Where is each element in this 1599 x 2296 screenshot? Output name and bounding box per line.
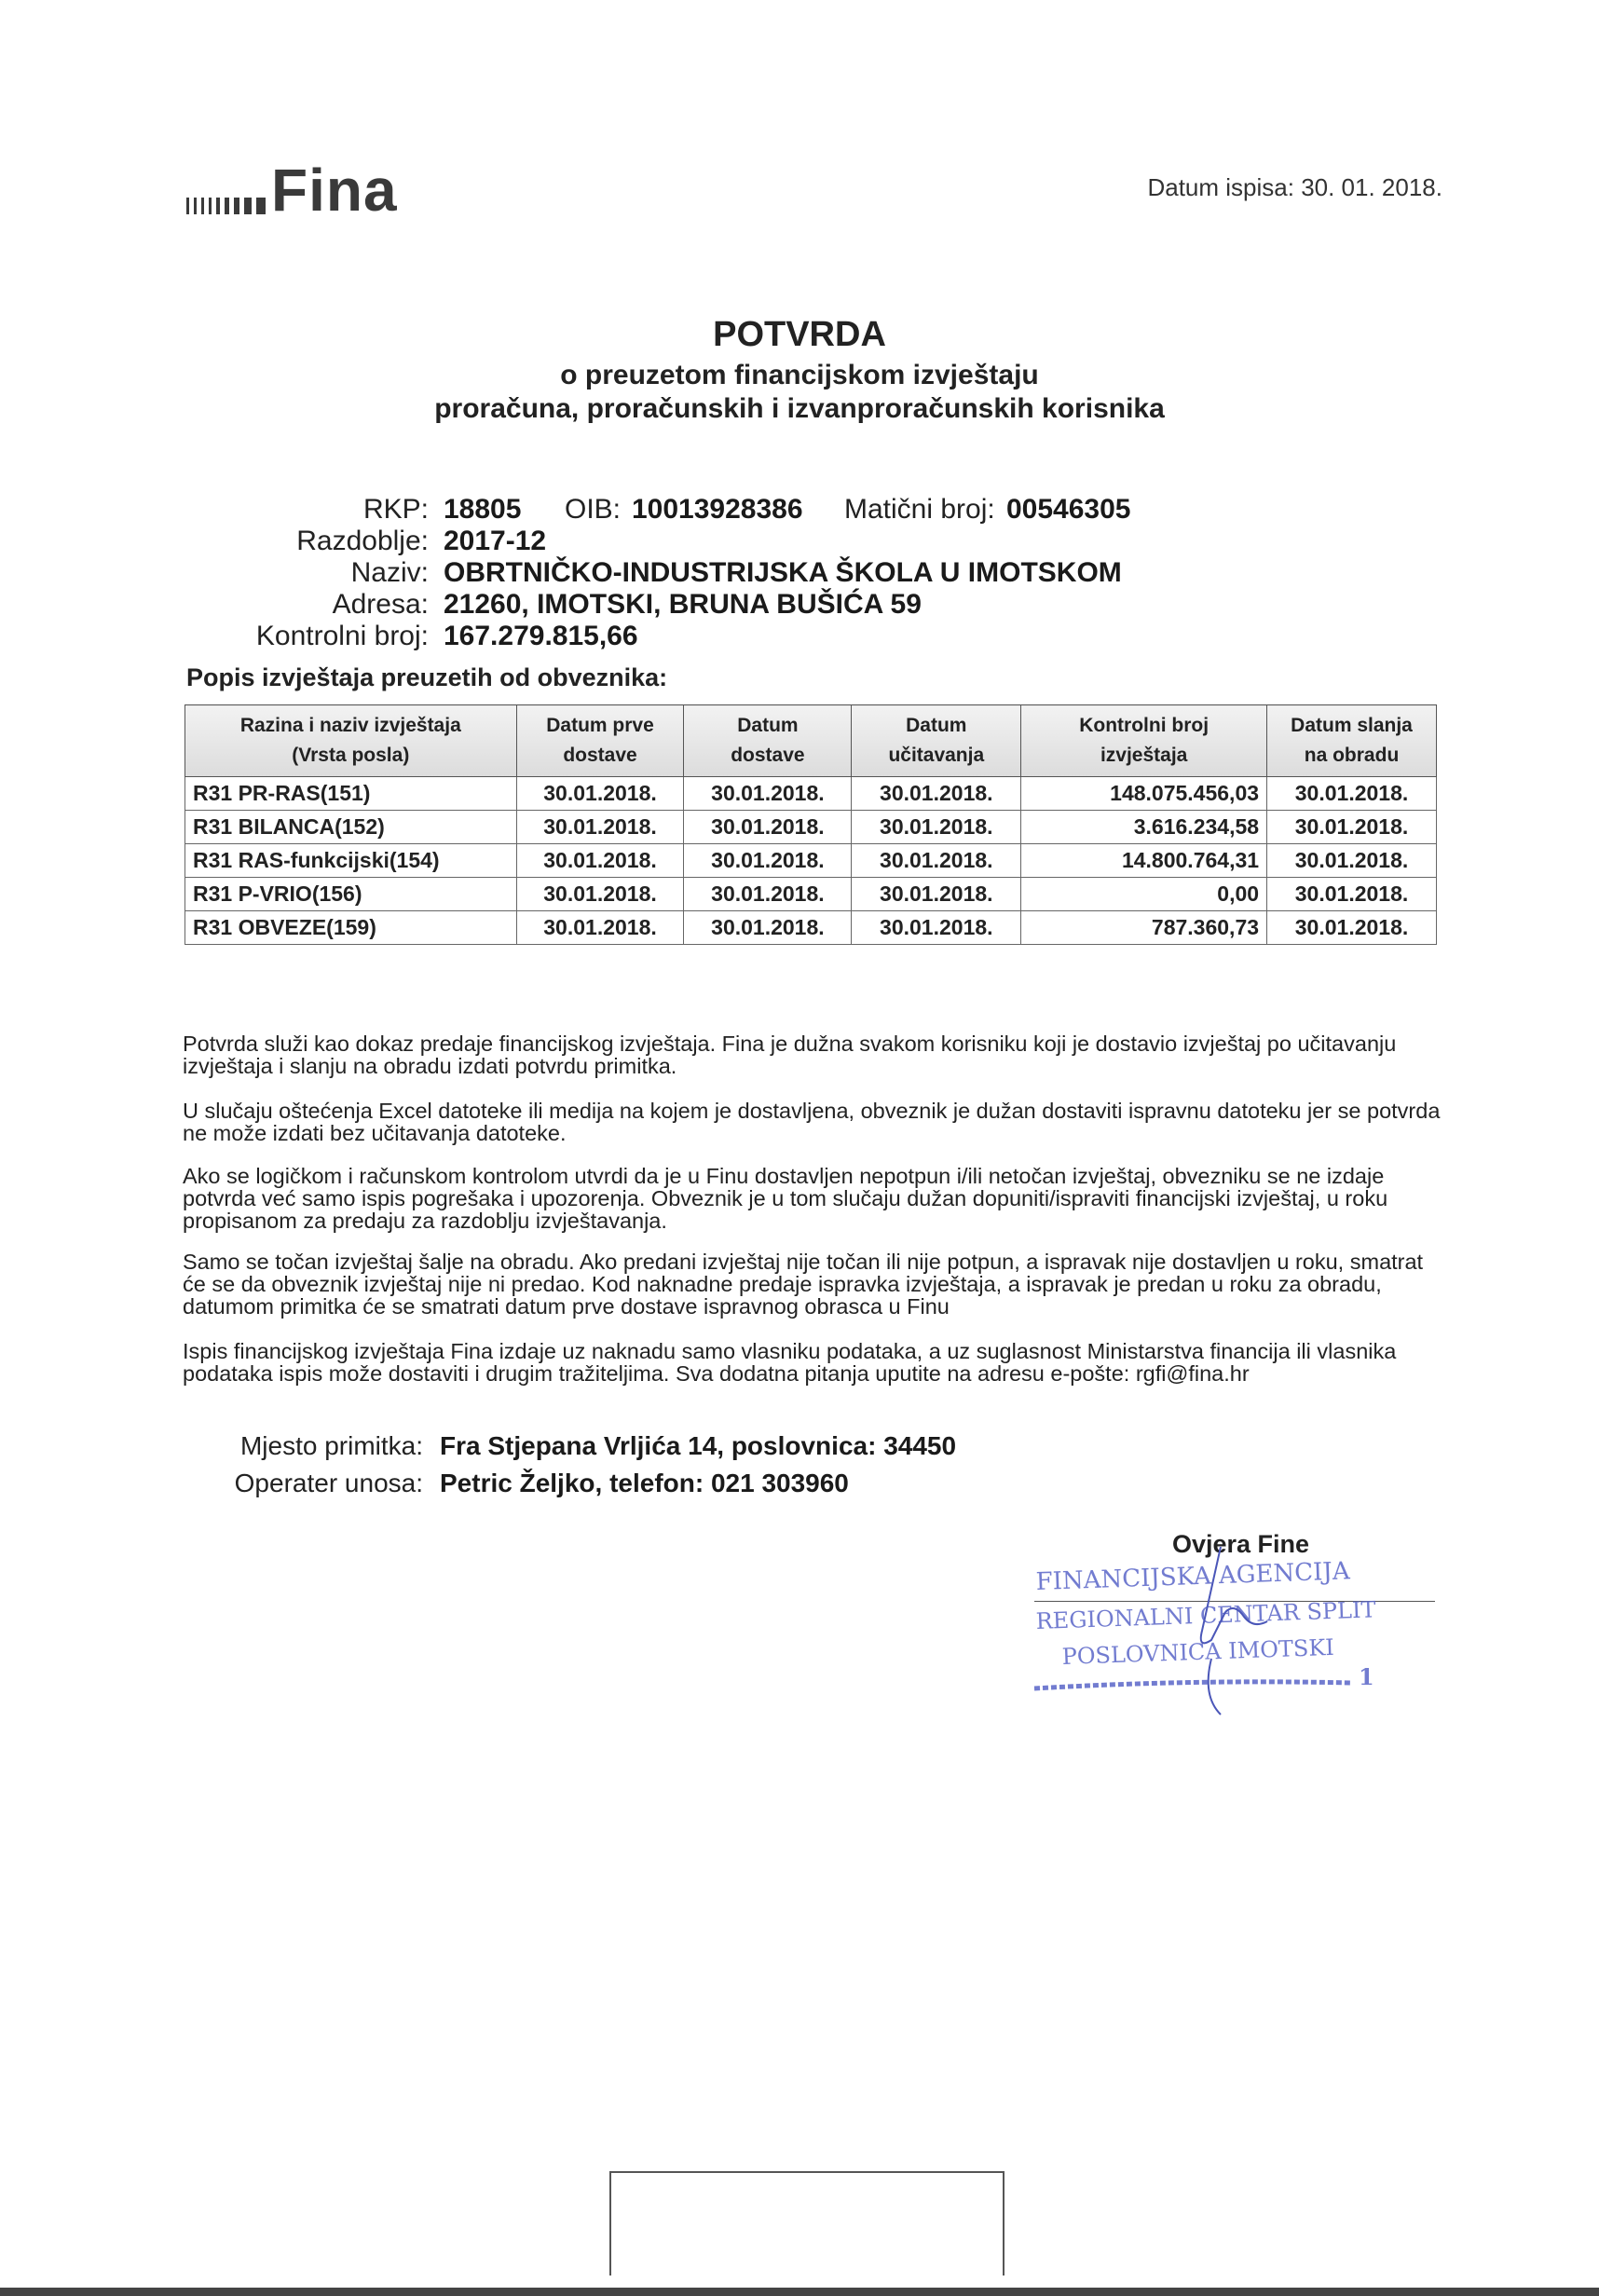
upload-cell: 30.01.2018. — [852, 777, 1021, 811]
control-number-cell: 787.360,73 — [1021, 911, 1267, 945]
stamp-line-2: REGIONALNI CENTAR SPLIT — [1035, 1596, 1376, 1634]
print-date: Datum ispisa: 30. 01. 2018. — [1147, 173, 1442, 201]
period-label: Razdoblje: — [296, 526, 429, 556]
first-delivery-cell: 30.01.2018. — [516, 878, 684, 911]
name-value: OBRTNIČKO-INDUSTRIJSKA ŠKOLA U IMOTSKOM — [444, 557, 1122, 588]
paragraph: Ispis financijskog izvještaja Fina izdaje uz naknadu samo vlasniku podataka, a uz suglasnost Ministarstva financija ili vlasnika podataka ispis može dostaviti i drugim tražiteljima. Sva dodatna pitanja uputite na adresu e-pošte: rgfi@fina.hr — [183, 1339, 1397, 1386]
receipt-place-row — [0, 1431, 1118, 1465]
official-stamp — [1025, 1547, 1416, 1752]
column-header: Datum učitavanja — [852, 705, 1021, 777]
scanner-mark — [609, 2171, 1004, 2276]
report-name-cell: R31 P-VRIO(156) — [185, 878, 517, 911]
table-row — [185, 911, 1437, 945]
delivery-cell: 30.01.2018. — [684, 777, 852, 811]
operator-row — [0, 1469, 1118, 1502]
sent-date-cell: 30.01.2018. — [1267, 844, 1437, 878]
scan-edge — [0, 2288, 1599, 2296]
first-delivery-cell: 30.01.2018. — [516, 844, 684, 878]
report-table — [184, 704, 1437, 945]
upload-cell: 30.01.2018. — [852, 844, 1021, 878]
paragraph: Samo se točan izvještaj šalje na obradu. Ako predani izvještaj nije točan ili nije potpun, a ispravak nije dostavljen u roku, smatrat će se da obveznik izvještaj nije ni predao. Kod naknadne predaje ispravka izvještaja, a ispravak je predan u roku za obradu, datumom primitka će se smatrati datum prve dostave ispravnog obrasca u Finu — [183, 1250, 1424, 1319]
period-value: 2017-12 — [444, 526, 547, 556]
oib-value: 10013928386 — [632, 494, 803, 525]
receipt-place-label: Mjesto primitka: — [239, 1431, 423, 1460]
operator-value: Petric Željko, telefon: 021 303960 — [440, 1469, 849, 1497]
address-value: 21260, IMOTSKI, BRUNA BUŠIĆA 59 — [444, 589, 922, 620]
report-name-cell: R31 RAS-funkcijski(154) — [185, 844, 517, 878]
receipt-place-value: Fra Stjepana Vrljića 14, poslovnica: 34450 — [440, 1431, 957, 1460]
sent-date-cell: 30.01.2018. — [1267, 811, 1437, 844]
paragraph: Ako se logičkom i računskom kontrolom utvrdi da je u Finu dostavljen nepotpun i/ili netočan izvještaj, obvezniku se ne izdaje potvrda već samo ispis pogrešaka i upozorenja. Obveznik je u tom slučaju dužan dopuniti/ispraviti financijski izvještaj, u roku propisanom za predaju za razdoblju izvještavanja. — [183, 1164, 1388, 1233]
report-name-cell: R31 PR-RAS(151) — [185, 777, 517, 811]
control-number-value: 167.279.815,66 — [444, 621, 638, 651]
certification-heading: Ovjera Fine — [1172, 1530, 1310, 1558]
report-name-cell: R31 OBVEZE(159) — [185, 911, 517, 945]
stamp-line-1: FINANCIJSKA AGENCIJA — [1035, 1557, 1351, 1596]
control-number-cell: 0,00 — [1021, 878, 1267, 911]
oib-label: OIB: — [565, 494, 622, 525]
document-subtitle-2: proračuna, proračunskih i izvanproračunskih korisnika — [434, 393, 1165, 424]
delivery-cell: 30.01.2018. — [684, 844, 852, 878]
column-header: Datum prve dostave — [516, 705, 684, 777]
upload-cell: 30.01.2018. — [852, 878, 1021, 911]
address-label: Adresa: — [332, 589, 429, 620]
delivery-cell: 30.01.2018. — [684, 911, 852, 945]
report-list-heading: Popis izvještaja preuzetih od obveznika: — [186, 663, 668, 691]
document-title: POTVRDA — [713, 315, 886, 354]
document-subtitle-1: o preuzetom financijskom izvještaju — [560, 360, 1039, 390]
report-name-cell: R31 BILANCA(152) — [185, 811, 517, 844]
column-header: Kontrolni broj izvještaja — [1021, 705, 1267, 777]
name-label: Naziv: — [350, 557, 429, 588]
paragraph: U slučaju oštećenja Excel datoteke ili medija na kojem je dostavljena, obveznik je dužan dostaviti ispravnu datoteku jer se potvrda ne može izdati bez učitavanja datoteke. — [183, 1099, 1441, 1145]
delivery-cell: 30.01.2018. — [684, 878, 852, 911]
rkp-value: 18805 — [444, 494, 522, 525]
sent-date-cell: 30.01.2018. — [1267, 777, 1437, 811]
upload-cell: 30.01.2018. — [852, 911, 1021, 945]
fina-logo — [186, 157, 398, 224]
first-delivery-cell: 30.01.2018. — [516, 777, 684, 811]
stamp-number: 1 — [1359, 1663, 1374, 1690]
control-number-cell: 148.075.456,03 — [1021, 777, 1267, 811]
table-row — [185, 777, 1437, 811]
paragraph: Potvrda služi kao dokaz predaje financijskog izvještaja. Fina je dužna svakom korisniku koji je dostavio izvještaj po učitavanju izvještaja i slanju na obradu izdati potvrdu primitka. — [183, 1032, 1397, 1078]
sent-date-cell: 30.01.2018. — [1267, 911, 1437, 945]
first-delivery-cell: 30.01.2018. — [516, 911, 684, 945]
upload-cell: 30.01.2018. — [852, 811, 1021, 844]
sent-date-cell: 30.01.2018. — [1267, 878, 1437, 911]
operator-label: Operater unosa: — [234, 1469, 423, 1497]
table-row — [185, 878, 1437, 911]
mb-value: 00546305 — [1006, 494, 1131, 525]
control-number-cell: 3.616.234,58 — [1021, 811, 1267, 844]
first-delivery-cell: 30.01.2018. — [516, 811, 684, 844]
logo-text: Fina — [271, 157, 398, 224]
column-header: Datum slanja na obradu — [1267, 705, 1437, 777]
mb-label: Matični broj: — [844, 494, 995, 525]
table-row — [185, 844, 1437, 878]
logo-bars-icon — [186, 177, 266, 214]
table-header-row — [185, 705, 1437, 777]
stamp-line-3: POSLOVNICA IMOTSKI — [1061, 1633, 1335, 1670]
delivery-cell: 30.01.2018. — [684, 811, 852, 844]
column-header: Datum dostave — [684, 705, 852, 777]
column-header: Razina i naziv izvještaja (Vrsta posla) — [185, 705, 517, 777]
table-row — [185, 811, 1437, 844]
control-number-label: Kontrolni broj: — [255, 621, 429, 651]
control-number-cell: 14.800.764,31 — [1021, 844, 1267, 878]
rkp-label: RKP: — [362, 494, 429, 525]
